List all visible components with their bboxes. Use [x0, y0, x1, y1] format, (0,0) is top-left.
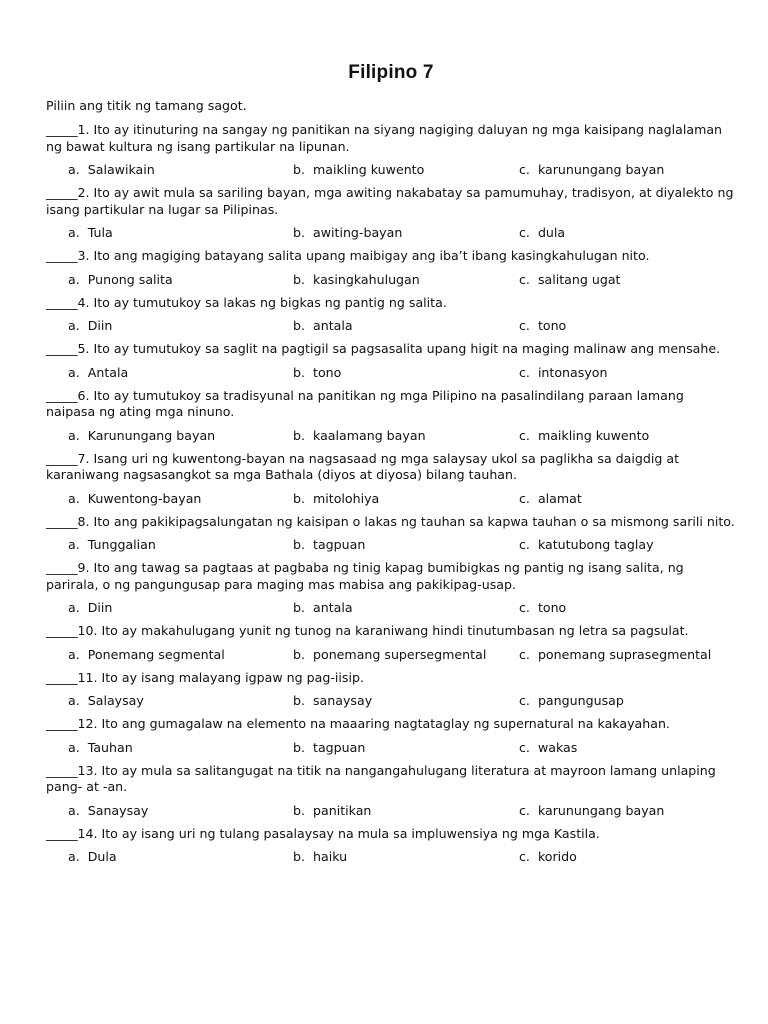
question-stem: _____11. Ito ay isang malayang igpaw ng pag-iisip. — [46, 669, 364, 685]
choice-letter: b. — [293, 849, 305, 864]
question-item — [46, 451, 736, 507]
choice-text: Tauhan — [87, 739, 133, 755]
question-stem: _____5. Ito ay tumutukoy sa saglit na pagtigil sa pagsasalita upang higit na maging malinaw ang mensahe. — [46, 341, 721, 356]
choice-text: sanaysay — [313, 693, 373, 708]
question-stem: _____10. Ito ay makahulugang yunit ng tunog na karaniwang hindi tinutumbasan ng letra sa pagsulat. — [46, 623, 689, 638]
choice-letter: c. — [519, 364, 530, 380]
choice-text: tagpuan — [313, 537, 366, 552]
choice-text: awiting-bayan — [313, 225, 403, 240]
choice-letter: a. — [68, 802, 80, 818]
choice-text: pangungusap — [537, 693, 624, 708]
question-stem: _____7. Isang uri ng kuwentong-bayan na nagsasaad ng mga salaysay ukol sa paglikha sa daigdig at karaniwang nagsasangkot sa mga Bathala (diyos at diyosa) bilang tauhan. — [46, 450, 680, 482]
question-item — [46, 826, 736, 866]
choice-c — [519, 272, 736, 288]
choice-letter: b. — [293, 225, 305, 240]
choice-letter: a. — [68, 693, 80, 708]
choice-b — [293, 162, 519, 178]
choice-text: Salawikain — [87, 162, 155, 177]
choice-text: korido — [537, 849, 577, 864]
question-stem: _____14. Ito ay isang uri ng tulang pasalaysay na mula sa impluwensiya ng mga Kastila. — [46, 825, 600, 841]
choice-b — [293, 365, 519, 381]
choice-letter: c. — [519, 693, 530, 708]
choice-letter: b. — [293, 693, 305, 708]
choice-b — [293, 600, 519, 616]
choice-c — [519, 537, 736, 553]
choice-row — [46, 318, 736, 334]
choice-b — [293, 318, 519, 334]
choice-letter: b. — [293, 364, 305, 380]
choice-letter: b. — [293, 318, 305, 333]
choice-letter: a. — [68, 537, 80, 552]
choice-text: mitolohiya — [313, 490, 380, 506]
choice-text: antala — [313, 318, 353, 333]
question-item — [46, 122, 736, 178]
choice-b — [293, 693, 519, 709]
choice-c — [519, 600, 736, 616]
choice-text: Tula — [87, 225, 113, 240]
choice-letter: c. — [519, 427, 530, 443]
choice-letter: c. — [519, 537, 530, 552]
choice-a — [46, 803, 293, 819]
choice-b — [293, 225, 519, 241]
choice-letter: c. — [519, 225, 530, 240]
question-stem: _____13. Ito ay mula sa salitangugat na titik na nangangahulugang literatura at mayroon lamang unlaping pang- at -an. — [46, 762, 716, 794]
choice-a — [46, 162, 293, 178]
choice-letter: a. — [68, 849, 80, 864]
question-stem: _____12. Ito ang gumagalaw na elemento na maaaring nagtataglay ng supernatural na kakayahan. — [46, 716, 670, 731]
choice-letter: a. — [68, 318, 80, 333]
page-title: Filipino 7 — [348, 62, 434, 83]
question-item — [46, 341, 736, 381]
choice-text: tono — [537, 318, 567, 333]
choice-row — [46, 225, 736, 241]
question-item — [46, 670, 736, 710]
choice-letter: b. — [293, 646, 305, 662]
choice-letter: c. — [519, 600, 530, 615]
choice-c — [519, 225, 736, 241]
choice-text: kaalamang bayan — [313, 427, 426, 443]
choice-a — [46, 693, 293, 709]
instructions: Piliin ang titik ng tamang sagot. — [46, 98, 247, 113]
choice-row — [46, 272, 736, 288]
choice-text: Sanaysay — [87, 802, 149, 818]
choice-a — [46, 537, 293, 553]
choice-letter: b. — [293, 600, 305, 615]
choice-c — [519, 318, 736, 334]
choice-letter: b. — [293, 162, 305, 177]
choice-letter: a. — [68, 600, 80, 615]
question-item — [46, 295, 736, 335]
choice-text: Punong salita — [87, 271, 173, 287]
choice-letter: a. — [68, 271, 80, 287]
choice-text: antala — [313, 600, 353, 615]
worksheet-page — [46, 62, 736, 872]
choice-letter: c. — [519, 849, 530, 864]
choice-text: tono — [537, 600, 567, 615]
choice-text: haiku — [313, 849, 348, 864]
choice-letter: c. — [519, 162, 530, 177]
question-item — [46, 248, 736, 288]
question-stem: _____1. Ito ay itinuturing na sangay ng panitikan na siyang nagiging daluyan ng mga kaisipang naglalaman ng bawat kultura ng isang partikular na lipunan. — [46, 122, 723, 154]
choice-a — [46, 272, 293, 288]
choice-c — [519, 647, 736, 663]
question-item — [46, 623, 736, 663]
choice-a — [46, 365, 293, 381]
question-item — [46, 560, 736, 616]
choice-b — [293, 537, 519, 553]
choice-c — [519, 849, 736, 865]
question-stem: _____3. Ito ang magiging batayang salita upang maibigay ang iba’t ibang kasingkahulugan nito. — [46, 248, 650, 263]
choice-text: Salaysay — [87, 693, 144, 708]
choice-text: tagpuan — [313, 739, 366, 755]
choice-text: wakas — [537, 739, 578, 755]
choice-row — [46, 365, 736, 381]
choice-letter: c. — [519, 318, 530, 333]
choice-letter: c. — [519, 739, 530, 755]
choice-letter: b. — [293, 271, 305, 287]
question-item — [46, 388, 736, 444]
choice-letter: a. — [68, 739, 80, 755]
choice-text: maikling kuwento — [313, 162, 425, 177]
choice-letter: c. — [519, 646, 530, 662]
question-stem: _____4. Ito ay tumutukoy sa lakas ng bigkas ng pantig ng salita. — [46, 294, 447, 310]
question-stem: _____8. Ito ang pakikipagsalungatan ng kaisipan o lakas ng tauhan sa kapwa tauhan o sa mismong sarili nito. — [46, 513, 735, 529]
choice-row — [46, 428, 736, 444]
choice-text: Dula — [87, 849, 117, 864]
choice-row — [46, 803, 736, 819]
choice-text: Diin — [87, 318, 113, 333]
question-list — [46, 122, 736, 865]
choice-letter: b. — [293, 739, 305, 755]
question-item — [46, 514, 736, 554]
choice-text: panitikan — [313, 802, 372, 818]
choice-c — [519, 428, 736, 444]
choice-b — [293, 740, 519, 756]
choice-b — [293, 428, 519, 444]
choice-text: Kuwentong-bayan — [87, 490, 202, 506]
choice-text: maikling kuwento — [537, 427, 650, 443]
choice-text: ponemang supersegmental — [313, 646, 487, 662]
choice-c — [519, 803, 736, 819]
choice-b — [293, 849, 519, 865]
choice-a — [46, 647, 293, 663]
choice-text: kasingkahulugan — [313, 271, 420, 287]
choice-letter: b. — [293, 490, 305, 506]
question-item — [46, 716, 736, 756]
choice-c — [519, 693, 736, 709]
choice-a — [46, 225, 293, 241]
choice-letter: a. — [68, 364, 80, 380]
choice-text: tono — [313, 364, 342, 380]
question-stem: _____6. Ito ay tumutukoy sa tradisyunal na panitikan ng mga Pilipino na pasalindilang paraan lamang naipasa ng ating mga ninuno. — [46, 387, 684, 419]
choice-text: karunungang bayan — [537, 802, 665, 818]
choice-a — [46, 740, 293, 756]
choice-c — [519, 365, 736, 381]
choice-letter: b. — [293, 537, 305, 552]
question-stem: _____9. Ito ang tawag sa pagtaas at pagbaba ng tinig kapag bumibigkas ng pantig ng isang salita, ng parirala, o ng pangungusap para maging mas mabisa ang pakikipag-usap. — [46, 560, 684, 592]
choice-b — [293, 272, 519, 288]
choice-row — [46, 537, 736, 553]
choice-a — [46, 318, 293, 334]
choice-c — [519, 491, 736, 507]
choice-text: salitang ugat — [537, 271, 621, 287]
choice-text: katutubong taglay — [537, 537, 654, 552]
choice-letter: b. — [293, 427, 305, 443]
choice-row — [46, 849, 736, 865]
question-item — [46, 763, 736, 819]
choice-text: Antala — [87, 364, 129, 380]
choice-row — [46, 740, 736, 756]
choice-text: dula — [537, 225, 566, 240]
choice-c — [519, 162, 736, 178]
choice-text: Tunggalian — [87, 537, 156, 552]
choice-letter: a. — [68, 427, 80, 443]
choice-row — [46, 647, 736, 663]
choice-row — [46, 693, 736, 709]
choice-letter: c. — [519, 802, 530, 818]
choice-c — [519, 740, 736, 756]
choice-letter: b. — [293, 802, 305, 818]
choice-text: ponemang suprasegmental — [537, 646, 712, 662]
choice-a — [46, 600, 293, 616]
choice-text: intonasyon — [537, 364, 608, 380]
choice-text: karunungang bayan — [537, 162, 665, 177]
choice-letter: a. — [68, 646, 80, 662]
choice-letter: a. — [68, 162, 80, 177]
choice-b — [293, 647, 519, 663]
choice-b — [293, 491, 519, 507]
choice-text: Karunungang bayan — [87, 427, 216, 443]
choice-text: Diin — [87, 600, 113, 615]
choice-letter: c. — [519, 271, 530, 287]
choice-letter: a. — [68, 490, 80, 506]
question-item — [46, 185, 736, 241]
choice-a — [46, 491, 293, 507]
choice-row — [46, 600, 736, 616]
choice-letter: c. — [519, 490, 530, 506]
choice-row — [46, 491, 736, 507]
choice-a — [46, 428, 293, 444]
choice-row — [46, 162, 736, 178]
choice-text: alamat — [537, 490, 582, 506]
choice-b — [293, 803, 519, 819]
choice-letter: a. — [68, 225, 80, 240]
choice-text: Ponemang segmental — [87, 646, 225, 662]
question-stem: _____2. Ito ay awit mula sa sariling bayan, mga awiting nakabatay sa pamumuhay, tradisyon, at diyalekto ng isang partikular na lugar sa Pilipinas. — [46, 185, 734, 217]
choice-a — [46, 849, 293, 865]
